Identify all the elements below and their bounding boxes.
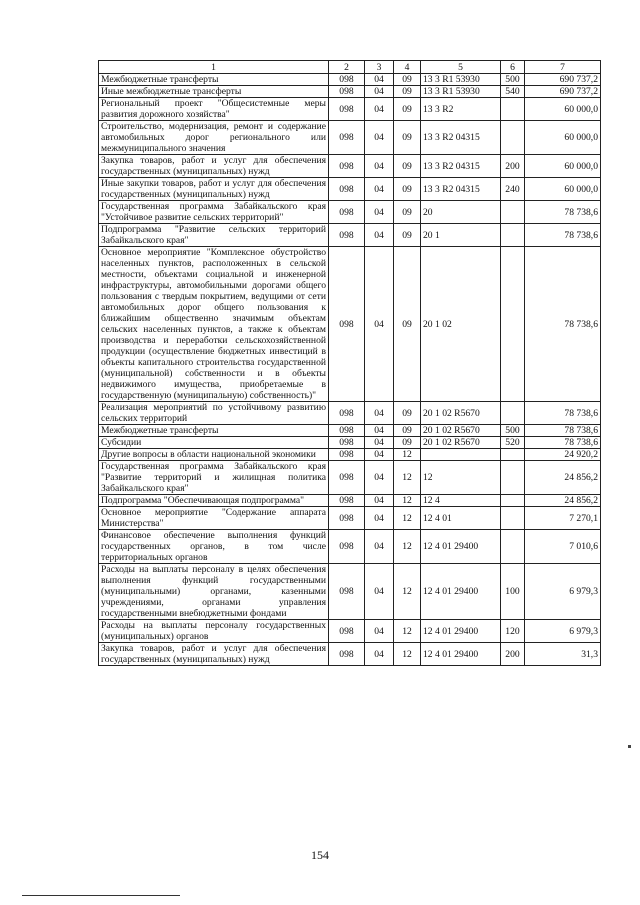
table-row — [99, 155, 601, 178]
cell-section: 04 — [365, 74, 394, 86]
cell-admin-code: 098 — [329, 461, 365, 495]
cell-target-article: 13 3 R1 53930 — [421, 86, 501, 98]
header-col-6: 6 — [501, 61, 525, 74]
cell-section: 04 — [365, 98, 394, 121]
cell-expense-type — [501, 121, 525, 155]
cell-section: 04 — [365, 86, 394, 98]
cell-expense-type — [501, 461, 525, 495]
cell-name: Межбюджетные трансферты — [99, 425, 329, 437]
cell-name: Государственная программа Забайкальского края "Устойчивое развитие сельских территорий" — [99, 201, 329, 224]
cell-admin-code: 098 — [329, 530, 365, 564]
cell-amount: 7 010,6 — [525, 530, 601, 564]
cell-admin-code: 098 — [329, 121, 365, 155]
cell-target-article: 20 1 02 — [421, 247, 501, 402]
cell-name: Закупка товаров, работ и услуг для обеспечения государственных (муниципальных) нужд — [99, 643, 329, 666]
cell-subsection: 09 — [394, 201, 421, 224]
cell-subsection: 12 — [394, 495, 421, 507]
cell-section: 04 — [365, 247, 394, 402]
cell-target-article: 20 1 02 R5670 — [421, 402, 501, 425]
table-row — [99, 121, 601, 155]
cell-admin-code: 098 — [329, 620, 365, 643]
cell-amount: 60 000,0 — [525, 155, 601, 178]
cell-admin-code: 098 — [329, 402, 365, 425]
cell-amount: 6 979,3 — [525, 620, 601, 643]
cell-expense-type — [501, 530, 525, 564]
cell-target-article: 13 3 R2 04315 — [421, 121, 501, 155]
table-row — [99, 507, 601, 530]
cell-admin-code: 098 — [329, 155, 365, 178]
cell-expense-type — [501, 507, 525, 530]
cell-target-article: 20 1 — [421, 224, 501, 247]
cell-amount: 60 000,0 — [525, 178, 601, 201]
cell-name: Финансовое обеспечение выполнения функций государственных органов, в том числе территориальных органов — [99, 530, 329, 564]
table-header-row — [99, 61, 601, 74]
table-row — [99, 530, 601, 564]
cell-target-article: 12 4 01 29400 — [421, 530, 501, 564]
cell-name: Государственная программа Забайкальского края "Развитие территорий и жилищная политика Забайкальского края" — [99, 461, 329, 495]
cell-name: Региональный проект "Общесистемные меры развития дорожного хозяйства" — [99, 98, 329, 121]
cell-name: Строительство, модернизация, ремонт и содержание автомобильных дорог регионального или межмуниципального значения — [99, 121, 329, 155]
table-row — [99, 437, 601, 449]
table-row — [99, 564, 601, 620]
cell-expense-type: 200 — [501, 155, 525, 178]
cell-subsection: 12 — [394, 461, 421, 495]
cell-amount: 78 738,6 — [525, 402, 601, 425]
table-row — [99, 495, 601, 507]
cell-expense-type: 240 — [501, 178, 525, 201]
cell-subsection: 12 — [394, 564, 421, 620]
cell-expense-type: 200 — [501, 643, 525, 666]
cell-name: Расходы на выплаты персоналу государственных (муниципальных) органов — [99, 620, 329, 643]
cell-section: 04 — [365, 201, 394, 224]
cell-section: 04 — [365, 155, 394, 178]
cell-name: Основное мероприятие "Содержание аппарата Министерства" — [99, 507, 329, 530]
cell-section: 04 — [365, 437, 394, 449]
cell-section: 04 — [365, 425, 394, 437]
cell-name: Основное мероприятие "Комплексное обустройство населенных пунктов, расположенных в сельской местности, объектами социальной и инженерной инфраструктуры, автомобильными дорогами общего пользования с твердым покрытием, ведущими от сети автомобильных дорог общего пользования к ближайшим общественно значимым объектам сельских населенных пунктов, а также к объектам производства и переработки сельскохозяйственной продукции (осуществление бюджетных инвестиций в объекты капитального строительства государственной (муниципальной) собственности и в объекты недвижимого имущества, приобретаемые в государственную (муниципальную) собственность)" — [99, 247, 329, 402]
header-col-5: 5 — [421, 61, 501, 74]
cell-subsection: 12 — [394, 449, 421, 461]
cell-expense-type: 520 — [501, 437, 525, 449]
cell-target-article: 12 — [421, 461, 501, 495]
cell-amount: 78 738,6 — [525, 224, 601, 247]
cell-expense-type: 500 — [501, 425, 525, 437]
budget-table — [98, 60, 601, 666]
cell-target-article: 12 4 — [421, 495, 501, 507]
cell-amount: 60 000,0 — [525, 98, 601, 121]
cell-amount: 31,3 — [525, 643, 601, 666]
cell-target-article: 13 3 R2 04315 — [421, 178, 501, 201]
cell-section: 04 — [365, 178, 394, 201]
cell-admin-code: 098 — [329, 437, 365, 449]
cell-expense-type: 120 — [501, 620, 525, 643]
cell-name: Другие вопросы в области национальной экономики — [99, 449, 329, 461]
cell-subsection: 09 — [394, 425, 421, 437]
cell-expense-type — [501, 495, 525, 507]
cell-subsection: 12 — [394, 643, 421, 666]
cell-subsection: 09 — [394, 224, 421, 247]
table-row — [99, 86, 601, 98]
cell-admin-code: 098 — [329, 425, 365, 437]
cell-admin-code: 098 — [329, 247, 365, 402]
cell-amount: 78 738,6 — [525, 247, 601, 402]
table-row — [99, 178, 601, 201]
table-row — [99, 247, 601, 402]
cell-target-article: 12 4 01 29400 — [421, 620, 501, 643]
footer-rule — [22, 895, 180, 896]
cell-subsection: 09 — [394, 402, 421, 425]
cell-expense-type: 540 — [501, 86, 525, 98]
cell-subsection: 09 — [394, 437, 421, 449]
table-row — [99, 461, 601, 495]
cell-target-article: 12 4 01 29400 — [421, 643, 501, 666]
cell-target-article: 13 3 R2 04315 — [421, 155, 501, 178]
cell-subsection: 09 — [394, 98, 421, 121]
cell-expense-type — [501, 449, 525, 461]
cell-admin-code: 098 — [329, 564, 365, 620]
cell-name: Подпрограмма "Обеспечивающая подпрограмма" — [99, 495, 329, 507]
cell-subsection: 09 — [394, 178, 421, 201]
header-col-3: 3 — [365, 61, 394, 74]
cell-admin-code: 098 — [329, 86, 365, 98]
cell-section: 04 — [365, 507, 394, 530]
table-row — [99, 449, 601, 461]
cell-target-article — [421, 449, 501, 461]
cell-amount: 60 000,0 — [525, 121, 601, 155]
table-row — [99, 425, 601, 437]
table-row — [99, 74, 601, 86]
cell-subsection: 09 — [394, 86, 421, 98]
cell-subsection: 09 — [394, 155, 421, 178]
cell-subsection: 12 — [394, 507, 421, 530]
table-row — [99, 224, 601, 247]
page-number: 154 — [311, 848, 329, 862]
cell-amount: 690 737,2 — [525, 74, 601, 86]
cell-section: 04 — [365, 121, 394, 155]
cell-expense-type — [501, 98, 525, 121]
cell-name: Расходы на выплаты персоналу в целях обеспечения выполнения функций государственными (муниципальными) органами, казенными учреждениями, органами управления государственными внебюджетными фондами — [99, 564, 329, 620]
cell-expense-type: 500 — [501, 74, 525, 86]
cell-section: 04 — [365, 495, 394, 507]
cell-admin-code: 098 — [329, 224, 365, 247]
cell-amount: 24 856,2 — [525, 461, 601, 495]
cell-amount: 78 738,6 — [525, 425, 601, 437]
cell-subsection: 09 — [394, 121, 421, 155]
cell-section: 04 — [365, 449, 394, 461]
cell-name: Подпрограмма "Развитие сельских территорий Забайкальского края" — [99, 224, 329, 247]
cell-section: 04 — [365, 402, 394, 425]
cell-section: 04 — [365, 461, 394, 495]
table-row — [99, 402, 601, 425]
cell-target-article: 20 1 02 R5670 — [421, 437, 501, 449]
cell-subsection: 09 — [394, 247, 421, 402]
cell-amount: 690 737,2 — [525, 86, 601, 98]
cell-admin-code: 098 — [329, 507, 365, 530]
scan-mark — [628, 745, 631, 748]
cell-admin-code: 098 — [329, 74, 365, 86]
cell-amount: 78 738,6 — [525, 437, 601, 449]
cell-name: Иные межбюджетные трансферты — [99, 86, 329, 98]
header-col-7: 7 — [525, 61, 601, 74]
cell-section: 04 — [365, 564, 394, 620]
cell-subsection: 09 — [394, 74, 421, 86]
cell-expense-type: 100 — [501, 564, 525, 620]
header-col-4: 4 — [394, 61, 421, 74]
cell-amount: 24 920,2 — [525, 449, 601, 461]
cell-target-article: 20 — [421, 201, 501, 224]
table-body — [99, 74, 601, 666]
table-row — [99, 98, 601, 121]
cell-section: 04 — [365, 530, 394, 564]
cell-name: Иные закупки товаров, работ и услуг для обеспечения государственных (муниципальных) нужд — [99, 178, 329, 201]
cell-admin-code: 098 — [329, 178, 365, 201]
cell-admin-code: 098 — [329, 643, 365, 666]
cell-target-article: 20 1 02 R5670 — [421, 425, 501, 437]
table-row — [99, 620, 601, 643]
cell-target-article: 13 3 R2 — [421, 98, 501, 121]
cell-admin-code: 098 — [329, 449, 365, 461]
cell-section: 04 — [365, 620, 394, 643]
cell-name: Субсидии — [99, 437, 329, 449]
cell-expense-type — [501, 201, 525, 224]
header-col-2: 2 — [329, 61, 365, 74]
cell-name: Закупка товаров, работ и услуг для обеспечения государственных (муниципальных) нужд — [99, 155, 329, 178]
table-row — [99, 643, 601, 666]
cell-section: 04 — [365, 224, 394, 247]
cell-admin-code: 098 — [329, 201, 365, 224]
cell-expense-type — [501, 224, 525, 247]
cell-amount: 6 979,3 — [525, 564, 601, 620]
cell-target-article: 12 4 01 — [421, 507, 501, 530]
cell-target-article: 12 4 01 29400 — [421, 564, 501, 620]
header-col-1: 1 — [99, 61, 329, 74]
cell-expense-type — [501, 402, 525, 425]
cell-name: Реализация мероприятий по устойчивому развитию сельских территорий — [99, 402, 329, 425]
cell-section: 04 — [365, 643, 394, 666]
cell-amount: 24 856,2 — [525, 495, 601, 507]
cell-name: Межбюджетные трансферты — [99, 74, 329, 86]
cell-admin-code: 098 — [329, 98, 365, 121]
cell-admin-code: 098 — [329, 495, 365, 507]
cell-subsection: 12 — [394, 620, 421, 643]
table-row — [99, 201, 601, 224]
cell-target-article: 13 3 R1 53930 — [421, 74, 501, 86]
cell-amount: 78 738,6 — [525, 201, 601, 224]
cell-expense-type — [501, 247, 525, 402]
cell-amount: 7 270,1 — [525, 507, 601, 530]
cell-subsection: 12 — [394, 530, 421, 564]
